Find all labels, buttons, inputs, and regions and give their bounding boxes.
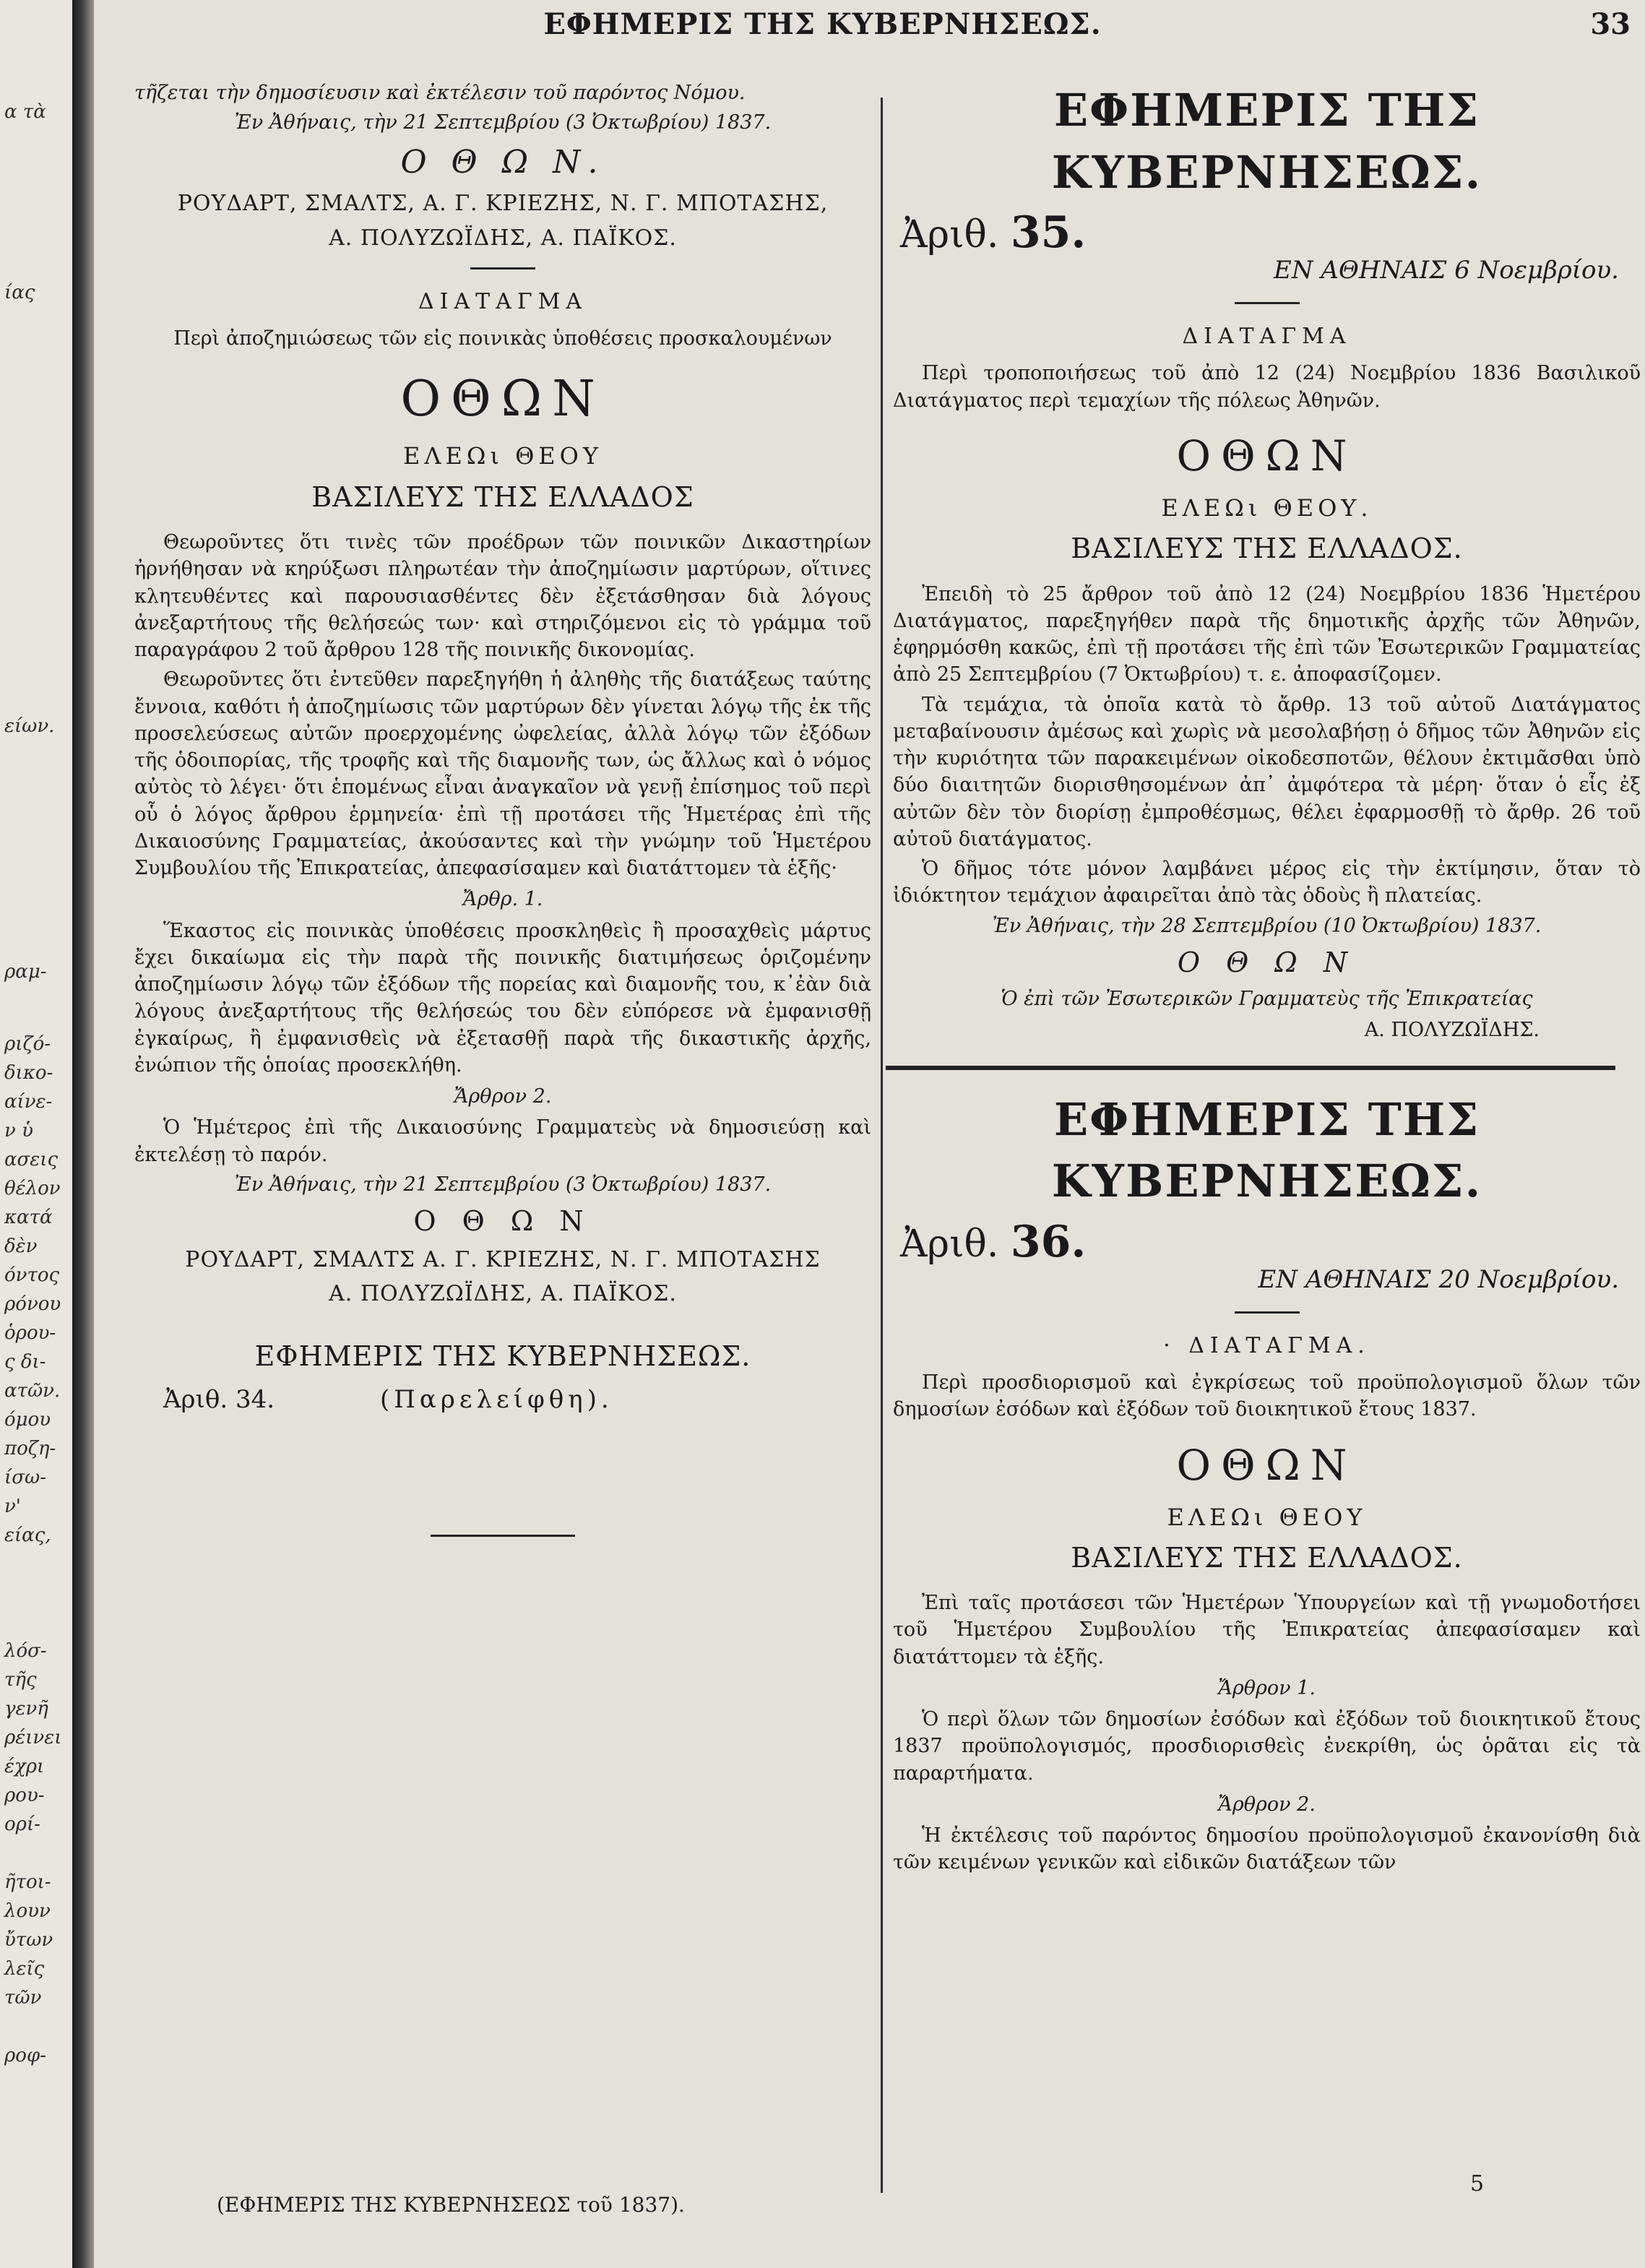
margin-fragment: α τὰ — [4, 101, 46, 123]
gazette-35-otho-signature: Ο Θ Ω Ν — [1177, 946, 1357, 978]
margin-fragment: ν' — [4, 1496, 21, 1517]
gazette-36-subject: Περὶ προσδιορισμοῦ καὶ ἐγκρίσεως τοῦ προϋπολογισμοῦ ὅλων τῶν δημοσίων ἐσόδων καὶ ἐξόδων τοῦ διοικητικοῦ ἔτους 1837. — [893, 1371, 1641, 1421]
otho-signature: Ο Θ Ω Ν. — [400, 143, 605, 181]
gazette-35-date: ΕΝ ΑΘΗΝΑΙΣ 6 Νοεμβρίου. — [1274, 256, 1619, 285]
margin-fragment: ρέινει — [4, 1727, 62, 1749]
gazette-35-basileus: ΒΑΣΙΛΕΥΣ ΤΗΣ ΕΛΛΑΔΟΣ. — [1071, 532, 1463, 565]
decree-paragraph-2: Θεωροῦντες ὅτι ἐντεῦθεν παρεξηγήθη ἡ ἀληθὴς τῆς διατάξεως ταύτης ἔννοια, καθότι ἡ ἀποζημίωσις τῶν μαρτύρων δὲν γίνεται λόγῳ τῆς ἐκ τῆς προσελεύσεως αὐτῶν προερχομένης ὠφελείας, ἀλλὰ λόγῳ τῶν ἐξόδων τῆς ὁδοιπορίας, τῆς τροφῆς καὶ τῆς διαμονῆς των, ὡς ἄλλως καὶ ὁ νόμος αὐτὸς τὸ λέγει· ὅτι ἑπομένως εἶναι ἀναγκαῖον νὰ γενῇ ἐπίσημος τοῦ περὶ οὗ ὁ λόγος ἄρθρου ἑρμηνεία· ἐπὶ τῇ προτάσει τῆς Ἡμετέρας ἐπὶ τῆς Δικαιοσύνης Γραμματείας, ἀκούσαντες καὶ τὴν γνώμην τοῦ Ἡμετέρου Συμβουλίου τῆς Ἐπικρατείας, ἀπεφασίσαμεν καὶ διατάττομεν τὰ ἑξῆς· — [134, 668, 871, 880]
gazette-35-paragraph-1: Ἐπειδὴ τὸ 25 ἄρθρον τοῦ ἀπὸ 12 (24) Νοεμβρίου 1836 Ἡμετέρου Διατάγματος, παρεξηγήθεν παρὰ τῆς δημοτικῆς ἀρχῆς τῶν Ἀθηνῶν, ἐφηρμόσθη κακῶς, ἐπὶ τῇ προτάσει τῆς ἐπὶ τῶν Ἐσωτερικῶν Γραμματείας ἀπὸ 25 Σεπτεμβρίου (7 Ὀκτωβρίου) τ. ε. ἀποφασίζομεν. — [893, 582, 1641, 686]
left-column — [134, 79, 871, 1537]
gazette-35-number — [900, 203, 1086, 263]
gazette-35-issue — [893, 203, 1641, 259]
gazette-35-sign-line: Ὁ ἐπὶ τῶν Ἐσωτερικῶν Γραμματεὺς τῆς Ἐπικρατείας — [1001, 988, 1533, 1011]
binding-gutter — [72, 0, 94, 2268]
gazette-36-number — [900, 1212, 1086, 1272]
column-rule — [881, 98, 883, 2193]
margin-fragment: λεῖς — [4, 1958, 45, 1980]
margin-fragment: δὲν — [4, 1236, 38, 1257]
gazette-36-article-1-text: Ὁ περὶ ὅλων τῶν δημοσίων ἐσόδων καὶ ἐξόδων τοῦ διοικητικοῦ ἔτους 1837 προϋπολογισμός, προσδιορισθεὶς ἐνεκρίθη, ὡς ὁρᾶται εἰς τὰ παραρτήματα. — [893, 1708, 1641, 1785]
issue-label: Ἀριθ. — [900, 213, 999, 257]
by-grace-of-god: ΕΛΕΩι ΘΕΟΥ — [402, 442, 603, 470]
margin-fragment: έχρι — [4, 1756, 45, 1777]
margin-fragment: κατά — [4, 1207, 53, 1228]
gazette-36-basileus: ΒΑΣΙΛΕΥΣ ΤΗΣ ΕΛΛΑΔΟΣ. — [1071, 1541, 1463, 1574]
section-divider — [1235, 1311, 1300, 1314]
margin-fragment: ίσω- — [4, 1467, 46, 1488]
gazette-34-number: Ἀριθ. 34. — [163, 1384, 275, 1414]
margin-fragment: ρόνου — [4, 1293, 61, 1315]
margin-fragment: ασεις — [4, 1149, 59, 1170]
margin-fragment: όντος — [4, 1264, 60, 1286]
otho-title: ΟΘΩΝ — [400, 370, 605, 428]
gazette-35-title: ΕΦΗΜΕΡΙΣ ΤΗΣ ΚΥΒΕΡΝΗΣΕΩΣ. — [1051, 84, 1482, 199]
gazette-34-omitted — [134, 1383, 871, 1426]
decree-heading: ΔΙΑΤΑΓΜΑ — [418, 289, 588, 314]
page-number: 33 — [1590, 7, 1631, 41]
gazette-36-article-1-heading: Ἄρθρον 1. — [1218, 1676, 1316, 1699]
article-2-heading: Ἄρθρον 2. — [454, 1085, 552, 1108]
gazette-36-title: ΕΦΗΜΕΡΙΣ ΤΗΣ ΚΥΒΕΡΝΗΣΕΩΣ. — [1051, 1092, 1482, 1208]
gazette-36-date: ΕΝ ΑΘΗΝΑΙΣ 20 Νοεμβρίου. — [1258, 1264, 1619, 1294]
signers-line-3: ΡΟΥΔΑΡΤ, ΣΜΑΛΤΣ Α. Γ. ΚΡΙΕΖΗΣ, Ν. Γ. ΜΠΟΤΑΣΗΣ — [185, 1246, 821, 1272]
previous-page-edge — [0, 0, 75, 2268]
end-divider — [431, 1535, 575, 1537]
article-1-heading: Ἄρθρ. 1. — [462, 888, 543, 911]
margin-fragment: ροφ- — [4, 2045, 46, 2066]
gazette-35-subject: Περὶ τροποποιήσεως τοῦ ἀπὸ 12 (24) Νοεμβρίου 1836 Βασιλικοῦ Διατάγματος περὶ τεμαχίων τῆς πόλεως Ἀθηνῶν. — [893, 362, 1641, 412]
place-date: Ἐν Ἀθήναις, τὴν 21 Σεπτεμβρίου (3 Ὀκτωβρίου) 1837. — [234, 111, 772, 134]
margin-fragment: ς δι- — [4, 1351, 46, 1373]
margin-fragment: γενῆ — [4, 1698, 48, 1720]
section-divider — [1235, 302, 1300, 304]
margin-fragment: ὁρου- — [4, 1322, 56, 1344]
margin-fragment: ν ὑ — [4, 1120, 33, 1142]
place-date-2: Ἐν Ἀθήναις, τὴν 21 Σεπτεμβρίου (3 Ὀκτωβρίου) 1837. — [234, 1173, 772, 1196]
margin-fragment: λουν — [4, 1900, 51, 1922]
margin-fragment: τῶν — [4, 1987, 42, 2009]
issue-label: Ἀριθ. — [900, 1222, 999, 1266]
margin-fragment: ραμ- — [4, 961, 47, 983]
issue-number: 36. — [1010, 1216, 1087, 1267]
gazette-36-issue — [893, 1212, 1641, 1267]
article-1-text: Ἕκαστος εἰς ποινικὰς ὑποθέσεις προσκληθεὶς ἢ προσαχθεὶς μάρτυς ἔχει δικαίωμα εἰς τὴν παρὰ τῆς ποινικῆς διατιμήσεως ὁριζομένην ἀποζημίωσιν λόγῳ τῶν ἐξόδων τῆς πορείας καὶ διαμονῆς του, κ᾽ἐὰν διὰ λόγους ἀνεξαρτήτους τῆς θελήσεώς του δὲν εὐπόρεσε νὰ ἐμφανισθῇ ἐγκαίρως, ἢ ἐμφανισθεὶς νὰ ἐξετασθῇ παρὰ τῆς δικαστικῆς ἀρχῆς, ἐνώπιον τῆς ὁποίας προσεκλήθη. — [134, 919, 871, 1077]
running-head: ΕΦΗΜΕΡΙΣ ΤΗΣ ΚΥΒΕΡΝΗΣΕΩΣ. — [543, 7, 1102, 41]
gazette-separator — [886, 1066, 1615, 1070]
margin-fragment: λόσ- — [4, 1640, 47, 1662]
margin-fragment: αίνε- — [4, 1091, 53, 1113]
king-of-greece: ΒΑΣΙΛΕΥΣ ΤΗΣ ΕΛΛΑΔΟΣ — [311, 480, 694, 513]
gazette-36-article-2-heading: Ἄρθρον 2. — [1218, 1793, 1316, 1816]
margin-fragment: ατῶν. — [4, 1380, 61, 1402]
gazette-34-note: (Παρελείφθη). — [380, 1384, 613, 1414]
gazette-35-place-date: Ἐν Ἀθήναις, τὴν 28 Σεπτεμβρίου (10 Ὀκτωβρίου) 1837. — [992, 914, 1542, 937]
gazette-36-article-2-text: Ἡ ἐκτέλεσις τοῦ παρόντος δημοσίου προϋπολογισμοῦ ἐκανονίσθη διὰ τῶν κειμένων γενικῶν καὶ εἰδικῶν διατάξεων τῶν — [893, 1824, 1641, 1874]
otho-signature-2: Ο Θ Ω Ν — [413, 1205, 592, 1238]
gazette-36-decree-heading: · ΔΙΑΤΑΓΜΑ. — [1163, 1332, 1370, 1358]
margin-fragment: ῆτοι- — [4, 1871, 51, 1893]
gazette-35-otho: ΟΘΩΝ — [1176, 431, 1357, 480]
margin-fragment: όμου — [4, 1409, 51, 1431]
gazette-35-paragraph-3: Ὁ δῆμος τότε μόνον λαμβάνει μέρος εἰς τὴν ἐκτίμησιν, ὅταν τὸ ἰδιόκτητον τεμάχιον ἀφαιρεῖται ἀπὸ τὰς ὁδοὺς ἢ πλατείας. — [893, 858, 1641, 907]
gazette-35-eleo: ΕΛΕΩι ΘΕΟΥ. — [1161, 493, 1373, 522]
gazette-35-paragraph-2: Τὰ τεμάχια, τὰ ὁποῖα κατὰ τὸ ἄρθρ. 13 τοῦ αὐτοῦ Διατάγματος μεταβαίνουσιν ἀμέσως καὶ χωρὶς νὰ μεσολαβήσῃ ὁ δῆμος τῶν Ἀθηνῶν εἰς τὴν κυριότητα τῶν παρακειμένων οἰκοδεσποτῶν, θέλουν ἐκτιμᾶσθαι ὑπὸ δύο διαιτητῶν διορισθησομένων ἀπ᾽ ἀμφότερα τὰ μέρη· ὅταν ὁ εἷς ἐξ αὐτῶν δὲν τὸν διορίσῃ ἐμπροθέσμως, θέλει ἐφαρμοσθῇ τὸ ἄρθρ. 26 τοῦ αὐτοῦ διατάγματος. — [893, 693, 1641, 850]
margin-fragment: θέλον — [4, 1178, 61, 1199]
signers-line-2: Α. ΠΟΛΥΖΩΪΔΗΣ, Α. ΠΑΪΚΟΣ. — [329, 225, 677, 251]
article-2-text: Ὁ Ἡμέτερος ἐπὶ τῆς Δικαιοσύνης Γραμματεὺς νὰ δημοσιεύσῃ καὶ ἐκτελέσῃ τὸ παρόν. — [134, 1116, 871, 1166]
margin-fragment: δικο- — [4, 1062, 53, 1084]
margin-fragment: ὔτων — [4, 1929, 53, 1951]
margin-fragment: τῆς — [4, 1669, 37, 1691]
right-column — [893, 79, 1641, 1879]
margin-fragment: είων. — [4, 715, 55, 737]
margin-fragment: ορί- — [4, 1814, 40, 1835]
gazette-36-otho: ΟΘΩΝ — [1176, 1440, 1357, 1490]
gazette-35-signer: Α. ΠΟΛΥΖΩΪΔΗΣ. — [1364, 1019, 1540, 1042]
gazette-36-paragraph-1: Ἐπὶ ταῖς προτάσεσι τῶν Ἡμετέρων Ὑπουργείων καὶ τῇ γνωμοδοτήσει τοῦ Ἡμετέρου Συμβουλίου τῆς Ἐπικρατείας ἀπεφασίσαμεν καὶ διατάττομεν τὰ ἑξῆς. — [893, 1592, 1641, 1668]
margin-fragment: ίας — [4, 282, 35, 303]
decree-paragraph-1: Θεωροῦντες ὅτι τινὲς τῶν προέδρων τῶν ποινικῶν Δικαστηρίων ἠρνήθησαν νὰ κηρύξωσι πληρωτέαν τὴν ἀποζημίωσιν μαρτύρων, οἵτινες κλητευθέντες καὶ παρουσιασθέντες δὲν ἐξετάσθησαν διὰ λόγους ἀνεξαρτήτους τῆς θελήσεώς των· καὶ στηριζόμενοι εἰς τὸ γράμμα τοῦ παραγράφου 2 τοῦ ἄρθρου 128 τῆς ποινικῆς δικονομίας. — [134, 531, 871, 662]
issue-number: 35. — [1010, 207, 1087, 259]
intro-line: τῆζεται τὴν δημοσίευσιν καὶ ἐκτέλεσιν τοῦ παρόντος Νόμου. — [134, 82, 746, 104]
section-divider — [470, 267, 535, 270]
gazette-36-eleo: ΕΛΕΩι ΘΕΟΥ — [1167, 1503, 1367, 1531]
gazette-35-decree-heading: ΔΙΑΤΑΓΜΑ — [1182, 324, 1352, 349]
margin-fragment: είας, — [4, 1525, 51, 1546]
margin-fragment: ποζη- — [4, 1438, 56, 1459]
signers-line-1: ΡΟΥΔΑΡΤ, ΣΜΑΛΤΣ, Α. Γ. ΚΡΙΕΖΗΣ, Ν. Γ. ΜΠΟΤΑΣΗΣ, — [177, 191, 829, 217]
gazette-34-title: ΕΦΗΜΕΡΙΣ ΤΗΣ ΚΥΒΕΡΝΗΣΕΩΣ. — [254, 1340, 751, 1373]
footer-note: (ΕΦΗΜΕΡΙΣ ΤΗΣ ΚΥΒΕΡΝΗΣΕΩΣ τοῦ 1837). — [217, 2193, 685, 2217]
decree-subject: Περὶ ἀποζημιώσεως τῶν εἰς ποινικὰς ὑποθέσεις προσκαλουμένων — [173, 327, 832, 350]
margin-fragment: ριζό- — [4, 1033, 51, 1055]
margin-fragment: ρου- — [4, 1785, 45, 1806]
signers-line-4: Α. ΠΟΛΥΖΩΪΔΗΣ, Α. ΠΑΪΚΟΣ. — [329, 1280, 677, 1306]
footer-signature-mark: 5 — [1470, 2171, 1485, 2196]
